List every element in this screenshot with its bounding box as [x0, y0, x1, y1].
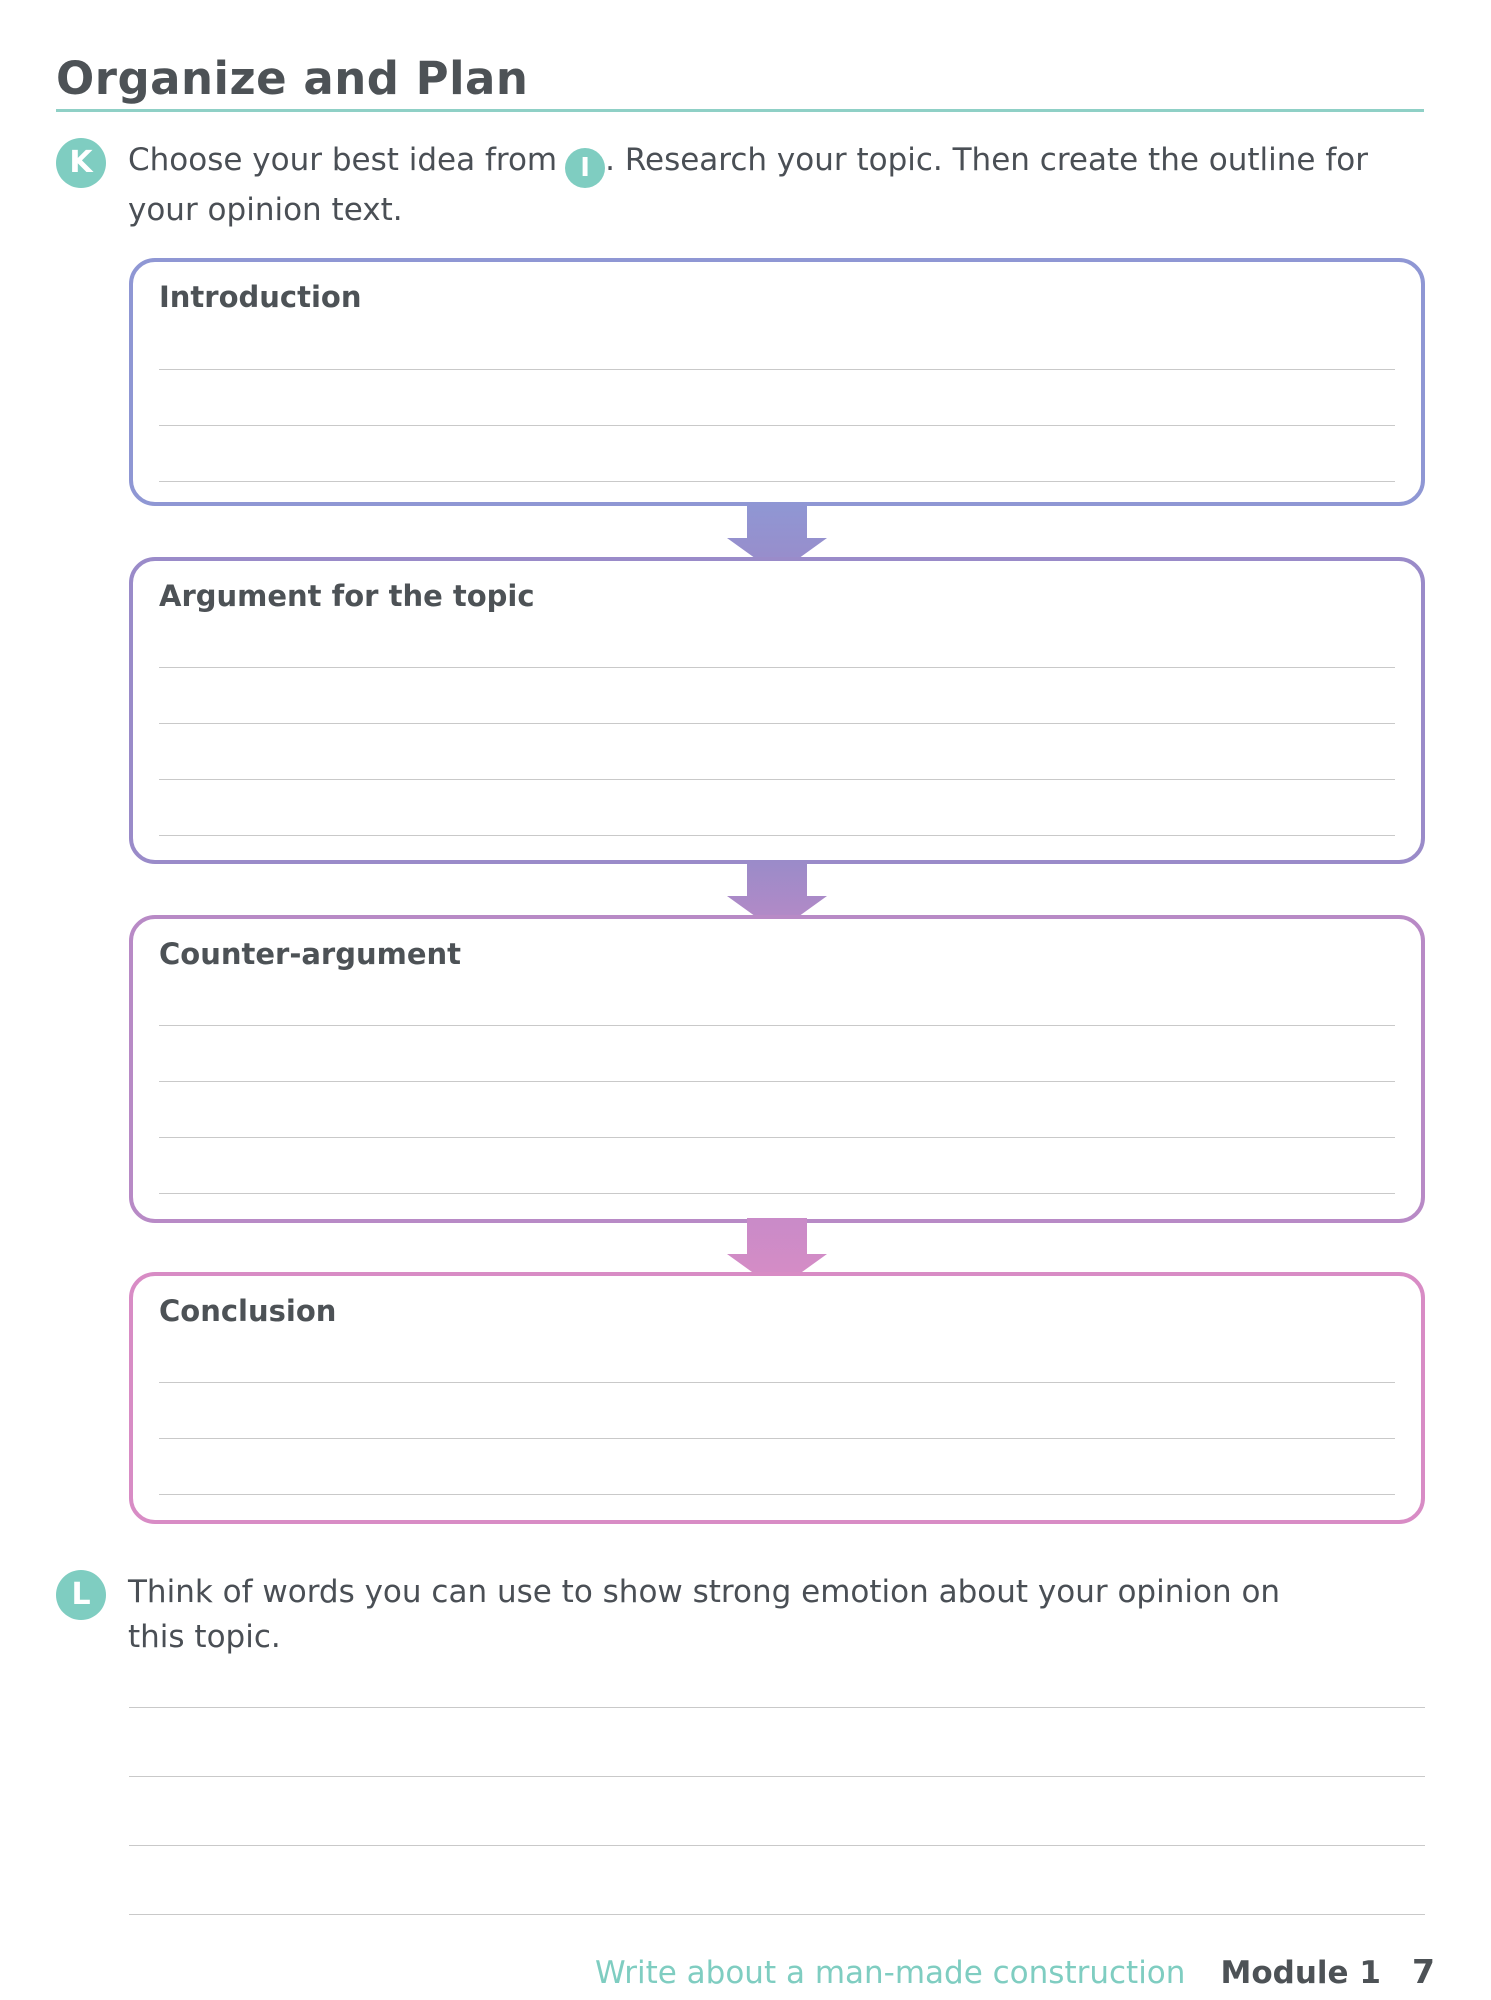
footer-module: Module 1: [1220, 1955, 1381, 1991]
writing-line[interactable]: [159, 1081, 1395, 1082]
writing-line[interactable]: [159, 1494, 1395, 1495]
counter-argument-box: [129, 915, 1425, 1223]
footer-topic: Write about a man-made construction: [594, 1955, 1186, 1991]
section-k-instruction: [128, 138, 1428, 233]
writing-line[interactable]: [159, 1382, 1395, 1383]
page-title: Organize and Plan: [56, 52, 529, 105]
writing-line[interactable]: [159, 779, 1395, 780]
section-k-badge: K: [56, 138, 106, 188]
argument-label: Argument for the topic: [159, 579, 535, 613]
section-l-instruction: Think of words you can use to show strong emotion about your opinion on this topic.: [128, 1574, 1281, 1655]
page-number: 7: [1412, 1952, 1435, 1991]
conclusion-label: Conclusion: [159, 1294, 337, 1328]
writing-line[interactable]: [159, 667, 1395, 668]
writing-line[interactable]: [159, 1137, 1395, 1138]
introduction-label: Introduction: [159, 280, 362, 314]
section-i-reference-badge: I: [565, 148, 605, 188]
page-footer: [595, 1952, 1435, 1991]
writing-line[interactable]: [159, 835, 1395, 836]
title-divider: [56, 109, 1424, 112]
writing-line[interactable]: [129, 1776, 1425, 1777]
argument-box: [129, 557, 1425, 864]
section-k-text-before: Choose your best idea from: [128, 142, 558, 178]
section-l-badge: L: [56, 1570, 106, 1620]
counter-argument-label: Counter-argument: [159, 937, 462, 971]
conclusion-box: [129, 1272, 1425, 1524]
writing-line[interactable]: [129, 1707, 1425, 1708]
section-k-text-after: . Research your topic. Then create the outline for your opinion text.: [128, 142, 1368, 228]
writing-line[interactable]: [159, 1025, 1395, 1026]
writing-line[interactable]: [129, 1914, 1425, 1915]
writing-line[interactable]: [159, 723, 1395, 724]
introduction-box: [129, 258, 1425, 506]
writing-line[interactable]: [159, 425, 1395, 426]
writing-line[interactable]: [159, 369, 1395, 370]
writing-line[interactable]: [159, 481, 1395, 482]
writing-line[interactable]: [159, 1193, 1395, 1194]
writing-line[interactable]: [159, 1438, 1395, 1439]
writing-line[interactable]: [129, 1845, 1425, 1846]
